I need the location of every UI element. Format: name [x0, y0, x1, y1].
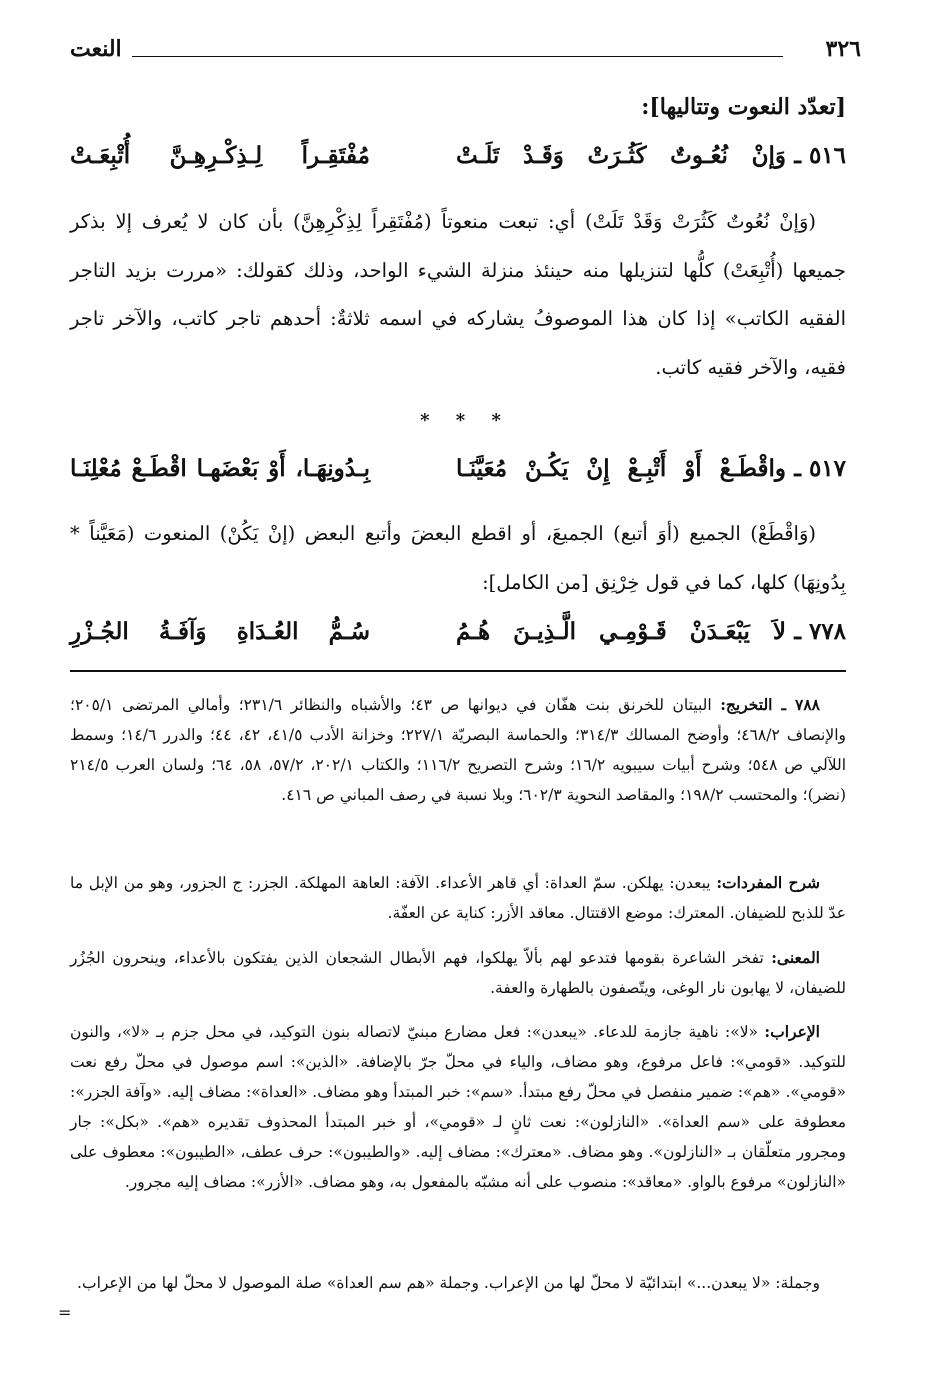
footnote-text: «لا»: ناهية جازمة للدعاء. «يبعدن»: فعل مضارع مبنيّ لاتصاله بنون التوكيد، في محل جزم بـ «لا»، والنون للتوكيد. «قومي»: فاعل مرفوع، وهو مضاف، والياء في محلّ جرّ بالإضافة. «الذين»: اسم موصول في محلّ رفع نعت «قومي». «هم»: ضمير منفصل في محلّ رفع مبتدأ. «سم»: خبر المبتدأ وهو مضاف. «العداة»: مضاف إليه. «وآفة الجزر»: معطوفة على «سم العداة». «النازلون»: نعت ثانٍ لـ «قومي»، أو خبر المبتدأ المحذوف تقديره «هم». «بكل»: جار ومجرور متعلّقان بـ «النازلون». وهو مضاف. «معترك»: مضاف إليه. «والطيبون»: حرف عطف، «الطيبون»: معطوف على «النازلون» مرفوع بالواو. «معاقد»: منصوب على أنه مشبّه بالمفعول به، وهو مضاف. «الأزر»: مضاف إليه مجرور. — [70, 1023, 846, 1191]
verse-number: ٥١٦ ـ — [794, 142, 846, 169]
verse-hemistich-second: سُـمُّ العُـدَاةِ وَآفَـةُ الجُـزْرِ — [70, 618, 370, 645]
footnote-meaning — [70, 943, 846, 1003]
continuation-mark: = — [58, 1303, 72, 1322]
verse-number: ٥١٧ ـ — [794, 455, 846, 482]
footnote-text: وجملة: «لا يبعدن...» ابتدائيّة لا محلّ لها من الإعراب. وجملة «هم سم العداة» صلة الموصول لا محلّ لها من الإعراب. — [77, 1274, 820, 1292]
commentary-517 — [70, 510, 846, 607]
footnote-vocabulary — [70, 868, 846, 928]
section-separator-stars: * * * — [420, 410, 511, 431]
commentary-paragraph: (وَاقْطَعْ) الجميع (أوَ أتبع) الجميعَ، أو اقطع البعضَ وأتبع البعض (إنْ يَكُنْ) المنعوت (مَعَيَّناً * بِدُونِهَا) كلها، كما في قول خِرْنِق [من الكامل]: — [70, 522, 846, 594]
footnote-sentence-parsing — [70, 1268, 846, 1298]
verse-hemistich-first: واقْطَـعْ أَوْ أَتْبِـعْ إِنْ يَكُـنْ مُعَيَّنَـا — [456, 455, 786, 482]
verse-516 — [70, 142, 846, 182]
footnote-text: البيتان للخرنق بنت هفّان في ديوانها ص ٤٣؛ والأشباه والنظائر ٢٣١/٦؛ وأمالي المرتضى ٢٠٥/١؛ والإنصاف ٤٦٨/٢؛ وأوضح المسالك ٣١٤/٣؛ والحماسة البصريّة ٢٢٧/١؛ وخزانة الأدب ٤١/٥، ٤٢، ٤٤؛ والدرر ١٤/٦؛ وسمط اللآلي ص ٥٤٨؛ وشرح أبيات سيبويه ١٦/٢؛ وشرح التصريح ١١٦/٢؛ والكتاب ٢٠٢/١، ٥٧/٢، ٥٨، ٦٤؛ ولسان العرب ٢١٤/٥ (نضر)؛ والمحتسب ١٩٨/٢؛ والمقاصد النحوية ٦٠٢/٣؛ وبلا نسبة في رصف المباني ص ٤١٦. — [70, 696, 846, 804]
footnote-label: الإعراب: — [764, 1022, 820, 1041]
footnote-parsing — [70, 1017, 846, 1197]
footnote-label: ٧٨٨ ـ التخريج: — [720, 695, 821, 714]
commentary-paragraph: (وَإنْ نُعُوتٌ كَثُرَتْ وَقَدْ تَلَتْ) أي: تبعت منعوتاً (مُفْتَقِراً لِذِكْرِهِنَّ) بأن كان لا يُعرف إلا بذكر جميعها (أُتْبِعَتْ) كلُّها لتنزيلها منه حينئذ منزلة الشيء الواحد، وذلك كقولك: «مررت بزيد التاجر الفقيه الكاتب» إذا كان هذا الموصوفُ يشاركه في اسمه ثلاثةٌ: أحدهم تاجر كاتب، والآخر تاجر فقيه، والآخر فقيه كاتب. — [70, 210, 846, 379]
verse-hemistich-second: مُفْتَقِـراً لِـذِكْـرِهِـنَّ أُتْبِعَـتْ — [70, 142, 370, 169]
verse-778 — [70, 618, 846, 658]
section-heading: [تعدّد النعوت وتتاليها]: — [641, 94, 846, 120]
verse-517 — [70, 455, 846, 495]
footnote-takhrij — [70, 690, 846, 810]
chapter-title: النعت — [70, 36, 122, 62]
verse-hemistich-first: وَإنْ نُعُـوتٌ كَثُـرَتْ وَقَـدْ تَلَـتْ — [456, 142, 786, 169]
footnote-label: المعنى: — [771, 948, 820, 967]
verse-number: ٧٧٨ ـ — [794, 618, 846, 645]
page-number: ٣٢٦ — [825, 36, 861, 62]
footnote-text: تفخر الشاعرة بقومها فتدعو لهم بألاّ يهلكوا، فهم الأبطال الشجعان الذين يفتكون بالأعداء، وينحرون الجُزُر للضيفان، لا يهابون نار الوغى، ويتّصفون بالطهارة والعفة. — [70, 949, 846, 997]
commentary-516 — [70, 198, 846, 392]
footnote-text: يبعدن: يهلكن. سمّ العداة: أي قاهر الأعداء. الآفة: العاهة المهلكة. الجزر: ج الجزور، وهو من الإبل ما عدّ للذبح للضيفان. المعترك: موضع الاقتتال. معاقد الأزر: كناية عن العفّة. — [70, 874, 846, 922]
footnote-label: شرح المفردات: — [716, 873, 820, 892]
header-rule — [132, 56, 783, 57]
verse-hemistich-first: لاَ يَبْعَـدَنْ قَـوْمِـي الَّـذِيـنَ هُـمُ — [456, 618, 786, 645]
verse-hemistich-second: بِـدُونِهَـا، أَوْ بَعْضَهـا اقْطَـعْ مُعْلِنَـا — [70, 455, 370, 482]
running-header — [70, 34, 861, 70]
footnote-separator — [70, 670, 846, 672]
